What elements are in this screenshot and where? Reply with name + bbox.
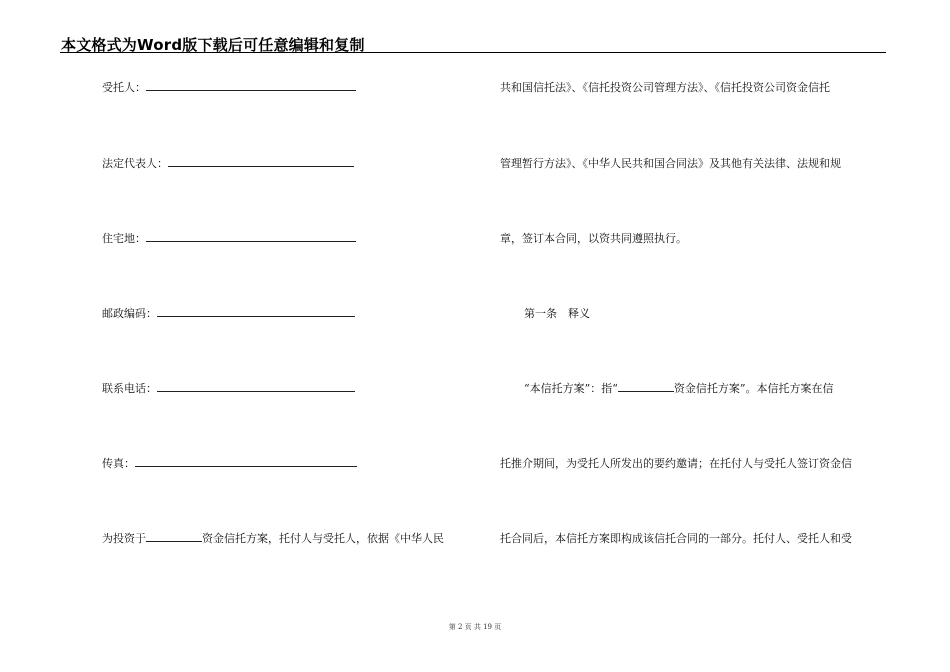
residence-field: [102, 230, 356, 246]
phone-field: [102, 380, 355, 396]
residence-blank: [146, 232, 356, 242]
body-line-2: 管理暂行方法》、《中华人民共和国合同法》及其他有关法律、法规和规: [500, 157, 841, 170]
intro-text-part2: 资金信托方案，托付人与受托人，依据《中华人民: [202, 532, 444, 545]
postcode-label: 邮政编码：: [102, 307, 157, 320]
phone-label: 联系电话：: [102, 382, 157, 395]
legal-rep-label: 法定代表人：: [102, 157, 168, 170]
trustee-field: [102, 79, 356, 95]
trustee-blank: [146, 81, 356, 91]
postcode-blank: [157, 307, 355, 317]
definition-part2: 资金信托方案”。本信托方案在信: [673, 382, 834, 395]
residence-label: 住宅地：: [102, 232, 146, 245]
body-line-6: 托合同后，本信托方案即构成该信托合同的一部分。托付人、受托人和受: [500, 532, 852, 545]
body-line-3: 章，签订本合同，以资共同遵照执行。: [500, 232, 687, 245]
trustee-label: 受托人：: [102, 81, 146, 94]
body-line-1: 共和国信托法》、《信托投资公司管理方法》、《信托投资公司资金信托: [500, 81, 830, 94]
page-number: 第 2 页 共 19 页: [448, 623, 502, 631]
legal-rep-blank: [168, 157, 354, 167]
definition-line: [524, 380, 834, 396]
fax-label: 传真：: [102, 457, 135, 470]
document-header-title: 本文格式为Word版下载后可任意编辑和复制: [61, 36, 365, 54]
postcode-field: [102, 305, 355, 321]
article-heading: 第一条 释义: [524, 307, 590, 320]
fax-blank: [135, 457, 357, 467]
definition-part1: “本信托方案”：指“: [524, 382, 618, 395]
plan-name-blank: [146, 532, 202, 542]
legal-rep-field: [102, 155, 354, 171]
definition-blank: [618, 382, 674, 392]
header-divider: [60, 52, 886, 53]
body-line-5: 托推介期间，为受托人所发出的要约邀请；在托付人与受托人签订资金信: [500, 457, 852, 470]
intro-text-part1: 为投资于: [102, 532, 146, 545]
phone-blank: [157, 382, 355, 392]
fax-field: [102, 455, 357, 471]
intro-paragraph-line: [102, 530, 444, 546]
